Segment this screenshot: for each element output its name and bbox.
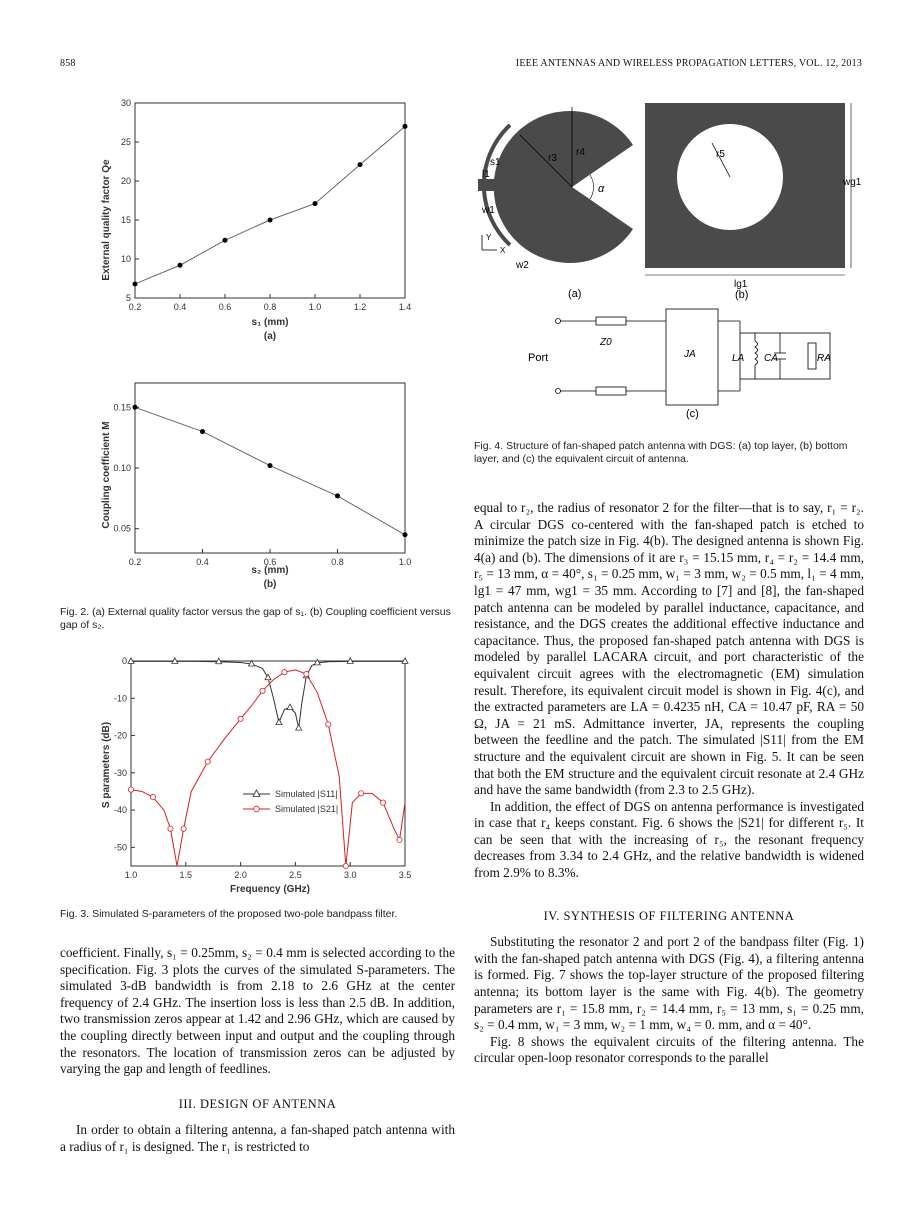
page-number: 858 [60,58,76,69]
fig4b-dgs-ground [645,103,862,301]
fig3-ytick-label: -20 [113,730,127,741]
label-r5: r5 [716,149,725,160]
fig3-s11-marker [296,725,302,731]
fig3-ytick-label: -40 [113,805,127,816]
fig3-legend-s11: Simulated |S11| [275,789,338,799]
fig2a-ytick-label: 5 [125,293,131,303]
fig2b-xtick-label: 0.2 [128,557,142,567]
fig2a-data-point [358,162,363,167]
fig3-s11-line [131,661,405,728]
fig2a-chart [95,95,425,350]
left-paragraph-2: In order to obtain a filtering antenna, a fan-shaped patch antenna with a radius of r₁ is designed. The r₁ is restricted to [60,1122,455,1154]
label-z0: Z0 [600,337,612,348]
fig2a-data-point [268,218,273,223]
fig3-xtick-label: 2.0 [234,870,247,880]
fig4c-label: (c) [686,408,699,420]
fig3-xtick-label: 2.5 [289,870,302,880]
fig2b-data-point [335,493,340,498]
fig2b-series-line [135,407,405,535]
fig3-ytick-label: 0 [121,656,127,666]
fig2b-ytick-label: 0.15 [113,402,131,413]
fig2b-chart [95,375,425,595]
fig3-s21-line [131,670,405,866]
label-ra: RA [817,353,831,364]
label-r3: r3 [548,153,557,164]
label-port: Port [528,352,549,364]
fig2a-data-point [178,263,183,268]
fig3-s21-marker [181,826,186,831]
fig2a-series-line [135,126,405,284]
section-3-heading: III. DESIGN OF ANTENNA [178,1096,337,1111]
fig3-s21-marker [238,716,243,721]
fig2b-ytick-label: 0.05 [113,523,131,534]
fig3-xtick-label: 3.5 [398,870,412,880]
fig2a-xtick-label: 1.2 [353,302,367,312]
fig2b-xtick-label: 0.6 [263,557,277,567]
fig4-diagram [470,95,865,425]
fig3-caption: Fig. 3. Simulated S-parameters of the proposed two-pole bandpass filter. [60,908,398,920]
running-header: IEEE ANTENNAS AND WIRELESS PROPAGATION LETTERS, VOL. 12, 2013 [515,58,862,69]
fig3-s21-marker [380,800,385,805]
label-w1: w1 [482,205,495,216]
fig2a-xtick-label: 0.8 [263,302,277,312]
fig2a-data-point [223,238,228,243]
right-paragraph-3: Substituting the resonator 2 and port 2 of the bandpass filter (Fig. 1) with the fan-shaped patch antenna with DGS (Fig. 4), a filtering antenna is formed. Fig. 7 shows the top-layer structure of the proposed filtering antenna; its bottom layer is the same with Fig. 4(b). The geometry parameters are r₁ = 15.8 mm, r₂ = 14.4 mm, r₅ = 13 mm, s₁ = 0.25 mm, s₂ = 0.4 mm, w₁ = 3 mm, w₂ = 1 mm, w₄ = 0. mm, and α = 40°. [474,934,864,1033]
fig2a-xtick-label: 0.6 [218,302,232,312]
fig3-s21-marker [359,791,364,796]
label-ja: JA [684,349,696,360]
fig2a-ytick-label: 15 [120,215,131,225]
fig2a-xtick-label: 0.4 [173,302,187,312]
left-column [60,945,455,1156]
label-x-axis: X [500,246,506,255]
fig2a-plot-frame [135,103,405,298]
fig3-s11-marker [287,704,293,710]
fig3-xtick-label: 1.0 [124,870,138,880]
fig3-s21-marker [168,826,173,831]
fig3-s21-marker [150,794,155,799]
fig4b-label: (b) [735,289,749,301]
fig2b-sublabel: (b) [263,579,277,590]
fig3-ytick-label: -50 [113,842,127,853]
fig2b-xtick-label: 0.4 [196,557,209,567]
fig2a-data-point [313,201,318,206]
fig3-s21-marker [397,837,402,842]
fig2b-ylabel: Coupling coefficient M [101,421,112,529]
section-4-heading: IV. SYNTHESIS OF FILTERING ANTENNA [543,908,795,923]
fig2b-data-point [200,429,205,434]
fig3-s21-marker [304,671,309,676]
label-y-axis: Y [486,233,492,242]
fig2a-xtick-label: 1.4 [398,302,412,312]
label-r4: r4 [576,147,585,158]
label-ca: CA [764,353,778,364]
fig2a-data-point [403,124,408,129]
fig2b-xtick-label: 1.0 [398,557,412,567]
fig3-ytick-label: -10 [113,693,127,704]
left-paragraph-1: coefficient. Finally, s₁ = 0.25mm, s₂ = 0.4 mm is selected according to the specification. Fig. 3 plots the curves of the simulated S-parameters. The simulated 3-dB bandwidth is from 2.18 to 2.6 GHz at the center frequency of 2.4 GHz. The insertion loss is less than 2.5 dB. In addition, two transmission zeros appear at 1.42 and 2.96 GHz, which are caused by the coupling directly between input and output and the coupling through the resonators. The location of transmission zeros can be adjusted by varying the gap and length of feedlines. [60,945,455,1077]
fig3-s21-marker [128,787,133,792]
fig3-s11-marker [276,719,282,725]
label-w2: w2 [516,260,529,271]
fig2a-ytick-label: 25 [120,137,131,147]
fig2a-sublabel: (a) [263,331,277,342]
fig2-caption: Fig. 2. (a) External quality factor versus the gap of s₁. (b) Coupling coefficient versus gap of s₂. [60,606,451,631]
fig2a-ylabel: External quality factor Qe [101,159,112,281]
fig2b-data-point [403,532,408,537]
fig2a-ytick-label: 20 [120,176,131,186]
fig3-ylabel: S parameters (dB) [101,721,112,809]
fig3-xtick-label: 1.5 [179,870,193,880]
fig2b-xlabel: s₂ (mm) [251,565,289,576]
label-s1: s1 [490,157,501,168]
fig3-s21-marker [260,688,265,693]
label-la: LA [732,353,745,364]
fig3-s21-marker [326,722,331,727]
fig3-s11-marker [314,659,320,665]
fig2a-data-point [133,281,138,286]
fig2a-xlabel: s₁ (mm) [251,317,289,328]
fig2a-ytick-label: 10 [120,254,131,264]
right-paragraph-4: Fig. 8 shows the equivalent circuits of the filtering antenna. The circular open-loop resonator corresponds to the parallel [474,1033,864,1066]
label-lg1: lg1 [734,279,748,290]
fig2a-xtick-label: 0.2 [128,302,142,312]
right-paragraph-1: equal to r₂, the radius of resonator 2 for the filter—that is to say, r₁ = r₂. A circular DGS co-centered with the fan-shaped patch is etched to minimize the patch size in Fig. 4(b). The designed antenna is shown Fig. 4(a) and (b). The dimensions of it are r₃ = 15.15 mm, r₄ = r₂ = 14.4 mm, r₅ = 13 mm, α = 40°, s₁ = 0.25 mm, w₁ = 3 mm, w₂ = 0.5 mm, l₁ = 4 mm, lg1 = 47 mm, wg1 = 35 mm. According to [7] and [8], the fan-shaped patch antenna can be modeled by parallel inductance, capacitance, and resistance, and the DGS creates the additional effective inductance and capacitance. Thus, the proposed fan-shaped patch antenna with DGS is modeled by parallel LACARA circuit, and port characteristic of the equivalent circuit agrees with the electromagnetic (EM) simulation result. Therefore, its equivalent circuit model is shown in Fig. 4(c), and the extracted parameters are LA = 0.4235 nH, CA = 10.47 pF, RA = 50 Ω, JA = 21 mS. Admittance inverter, JA, represents the coupling between the feedline and the patch. The simulated |S11| from the EM structure and the equivalent circuit are shown in Fig. 5. It can be seen that both the EM structure and the equivalent circuit resonate at 2.4 GHz and have the same bandwidth (from 2.3 to 2.5 GHz). [474,500,864,798]
fig3-s21-marker [282,670,287,675]
fig3-chart [95,655,425,895]
fig3-s21-marker [205,759,210,764]
fig3-xtick-label: 3.0 [343,870,357,880]
fig2b-data-point [133,405,138,410]
label-wg1: wg1 [843,177,862,188]
fig2a-xtick-label: 1.0 [308,302,322,312]
fig4a-fan-patch [478,107,633,300]
label-alpha: α [598,183,605,195]
fig2b-data-point [268,463,273,468]
fig4-caption: Fig. 4. Structure of fan-shaped patch antenna with DGS: (a) top layer, (b) bottom layer, and (c) the equivalent circuit of antenna. [474,440,848,465]
fig2b-xtick-label: 0.8 [331,557,344,567]
label-l1: l1 [482,169,490,180]
fig3-ytick-label: -30 [113,767,127,778]
fig3-legend [243,789,338,814]
fig3-xlabel: Frequency (GHz) [229,884,311,895]
fig3-s21-marker [343,863,348,868]
fig2b-ytick-label: 0.10 [113,463,131,473]
fig3-legend-s21: Simulated |S21| [275,804,339,814]
right-column [474,500,864,1067]
right-paragraph-2: In addition, the effect of DGS on antenna performance is investigated in case that r₄ keeps constant. Fig. 6 shows the |S21| for different r₅. It can be seen that with the increasing of r₅, the resonant frequency decreases from 3.34 to 2.4 GHz, and the relative bandwidth is widened from 2.9% to 8.3%. [474,798,864,881]
fig4a-label: (a) [568,288,582,300]
fig2a-ytick-label: 30 [120,98,131,108]
